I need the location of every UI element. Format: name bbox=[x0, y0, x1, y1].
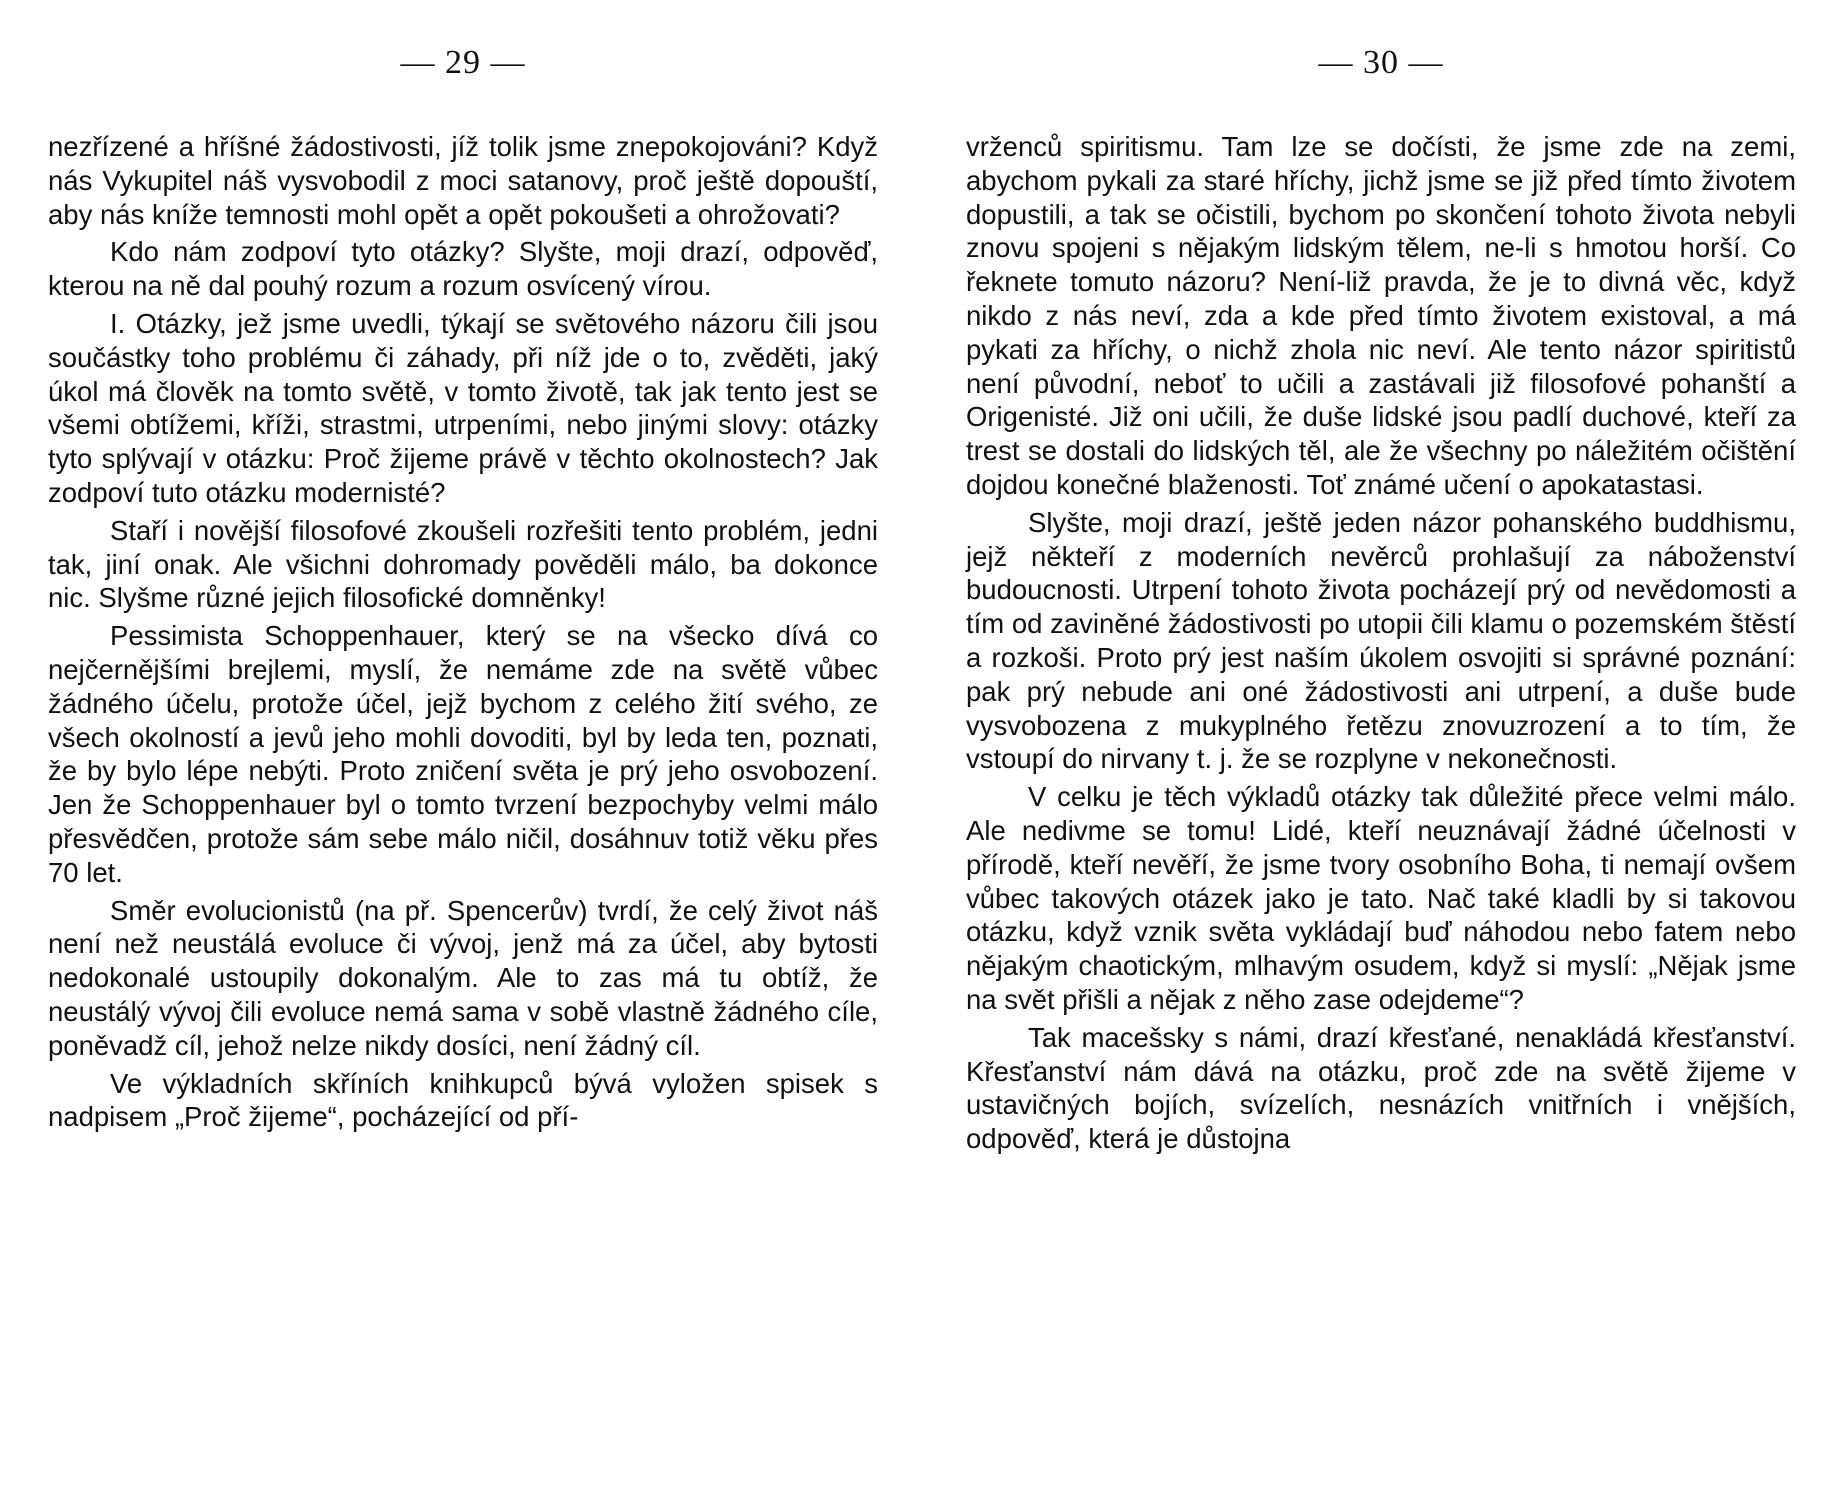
paragraph: Pessimista Schoppenhauer, který se na všecko dívá co nejčernějšími brejlemi, myslí, že nemáme zde na světě vůbec žádného účelu, protože účel, jejž bychom z celého žití svého, ze všech okolností a jevů jeho mohli dovoditi, byl by leda ten, poznati, že by bylo lépe nebýti. Proto zničení světa je prý jeho osvobození. Jen že Schoppenhauer byl o tomto tvrzení bezpochyby velmi málo přesvědčen, protože sám sebe málo ničil, dosáhnuv totiž věku přes 70 let. bbox=[48, 620, 878, 888]
paragraph: Směr evolucionistů (na př. Spencerův) tvrdí, že celý život náš není než neustálá evoluce či vývoj, jenž má za účel, aby bytosti nedokonalé ustoupily dokonalým. Ale to zas má tu obtíž, že neustálý vývoj čili evoluce nemá sama v sobě vlastně žádného cíle, poněvadž cíl, jehož nelze nikdy dosíci, není žádný cíl. bbox=[48, 894, 878, 1061]
paragraph: Staří i novější filosofové zkoušeli rozřešiti tento problém, jedni tak, jiní onak. Ale všichni dohromady pověděli málo, ba dokonce nic. Slyšme různé jejich filosofické domněnky! bbox=[48, 514, 878, 614]
page-number: — 30 — bbox=[1318, 44, 1444, 81]
paragraph: nezřízené a hříšné žádostivosti, jíž tolik jsme znepokojováni? Když nás Vykupitel náš vysvobodil z moci satanovy, proč ještě dopouští, aby nás kníže temnosti mohl opět a opět pokoušeti a ohrožovati? bbox=[48, 131, 878, 230]
page-number: — 29 — bbox=[400, 44, 526, 81]
left-page bbox=[48, 0, 878, 1500]
paragraph: V celku je těch výkladů otázky tak důležité přece velmi málo. Ale nedivme se tomu! Lidé, kteří neuznávají žádné účelnosti v přírodě, kteří nevěří, že jsme tvory osobního Boha, ti nemají ovšem vůbec takových otázek jako je tato. Nač také kladli by si takovou otázku, když vznik světa vykládají buď náhodou nebo fatem nebo nějakým chaotickým, mlhavým osudem, když si myslí: „Nějak jsme na svět přišli a nějak z něho zase odejdeme“? bbox=[966, 781, 1796, 1015]
right-page bbox=[966, 0, 1796, 1500]
paragraph: Kdo nám zodpoví tyto otázky? Slyšte, moji drazí, odpověď, kterou na ně dal pouhý rozum a rozum osvícený vírou. bbox=[48, 236, 878, 302]
paragraph: I. Otázky, jež jsme uvedli, týkají se světového názoru čili jsou součástky toho problému či záhady, při níž jde o to, zvěděti, jaký úkol má člověk na tomto světě, v tomto životě, tak jak tento jest se všemi obtížemi, kříži, strastmi, utrpeními, nebo jinými slovy: otázky tyto splývají v otázku: Proč žijeme právě v těchto okolnostech? Jak zodpoví tuto otázku modernisté? bbox=[48, 307, 878, 508]
paragraph: Ve výkladních skříních knihkupců bývá vyložen spisek s nadpisem „Proč žijeme“, pocházející od pří- bbox=[48, 1067, 878, 1133]
paragraph: vrženců spiritismu. Tam lze se dočísti, že jsme zde na zemi, abychom pykali za staré hříchy, jichž jsme se již před tímto životem dopustili, a tak se očistili, bychom po skončení tohoto života nebyli znovu spojeni s nějakým lidským tělem, ne-li s hmotou horší. Co řeknete tomuto názoru? Není-liž pravda, že je to divná věc, když nikdo z nás neví, zda a kde před tímto životem existoval, a má pykati za hříchy, o nichž zhola nic neví. Ale tento názor spiritistů není původní, neboť to učili a zastávali již filosofové pohanští a Origenisté. Již oni učili, že duše lidské jsou padlí duchové, kteří za trest se dostali do lidských těl, ale že všechny po náležitém očištění dojdou konečné blaženosti. Toť známé učení o apokatastasi. bbox=[966, 131, 1796, 500]
paragraph: Slyšte, moji drazí, ještě jeden názor pohanského buddhismu, jejž někteří z moderních nevěrců prohlašují za náboženství budoucnosti. Utrpení tohoto života pocházejí prý od nevědomosti a tím od zaviněné žádostivosti po utopii čili klamu o pozemském štěstí a rozkoši. Proto prý jest naším úkolem osvojiti si správné poznání: pak prý nebude ani oné žádostivosti ani utrpení, a duše bude vysvobozena z mukyplného řetězu znovuzrození a to tím, že vstoupí do nirvany t. j. že se rozplyne v nekonečnosti. bbox=[966, 506, 1796, 775]
page-text bbox=[48, 130, 878, 1138]
paragraph: Tak macešsky s námi, drazí křesťané, nenakládá křesťanství. Křesťanství nám dává na otázku, proč zde na světě žijeme v ustavičných bojích, svízelích, nesnázích vnitřních i vnějších, odpověď, která je důstojna bbox=[966, 1021, 1796, 1155]
page-text bbox=[966, 130, 1796, 1160]
